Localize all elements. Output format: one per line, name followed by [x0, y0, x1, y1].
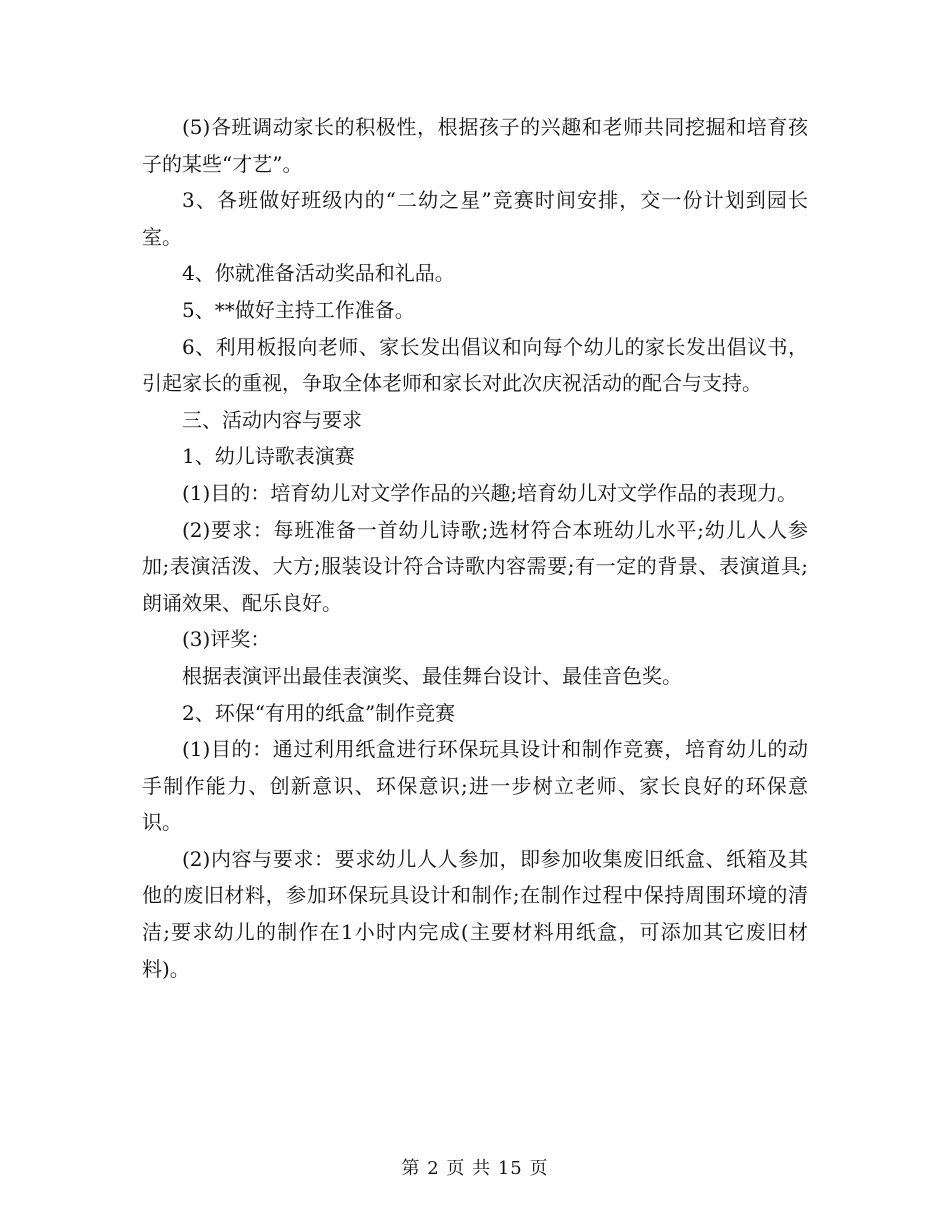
paragraph: (2)要求：每班准备一首幼儿诗歌;选材符合本班幼儿水平;幼儿人人参加;表演活泼、大方;服装设计符合诗歌内容需要;有一定的背景、表演道具;朗诵效果、配乐良好。 — [142, 517, 808, 615]
document-body — [142, 109, 808, 987]
subsection-heading: 2、环保“有用的纸盒”制作竞赛 — [182, 700, 456, 725]
paragraph: (1)目的：通过利用纸盒进行环保玩具设计和制作竞赛，培育幼儿的动手制作能力、创新意识、环保意识;进一步树立老师、家长良好的环保意识。 — [142, 737, 808, 835]
paragraph: (1)目的：培育幼儿对文学作品的兴趣;培育幼儿对文学作品的表现力。 — [182, 480, 798, 505]
paragraph: (5)各班调动家长的积极性，根据孩子的兴趣和老师共同挖掘和培育孩子的某些“才艺”。 — [142, 115, 808, 176]
paragraph: 6、利用板报向老师、家长发出倡议和向每个幼儿的家长发出倡议书，引起家长的重视，争取全体老师和家长对此次庆祝活动的配合与支持。 — [142, 334, 808, 396]
subsection-heading: 1、幼儿诗歌表演赛 — [182, 444, 355, 469]
section-heading: 三、活动内容与要求 — [182, 407, 362, 432]
paragraph: 5、**做好主持工作准备。 — [182, 297, 415, 322]
paragraph: 4、你就准备活动奖品和礼品。 — [182, 261, 455, 286]
page-number-footer: 第 2 页 共 15 页 — [401, 1158, 549, 1179]
paragraph: 3、各班做好班级内的“二幼之星”竞赛时间安排，交一份计划到园长室。 — [142, 188, 808, 249]
paragraph: (3)评奖： — [182, 627, 271, 652]
paragraph: 根据表演评出最佳表演奖、最佳舞台设计、最佳音色奖。 — [182, 663, 682, 688]
paragraph: (2)内容与要求：要求幼儿人人参加，即参加收集废旧纸盒、纸箱及其他的废旧材料，参加环保玩具设计和制作;在制作过程中保持周围环境的清洁;要求幼儿的制作在1小时内完成(主要材料用纸盒，可添加其它废旧材料)。 — [142, 846, 808, 981]
